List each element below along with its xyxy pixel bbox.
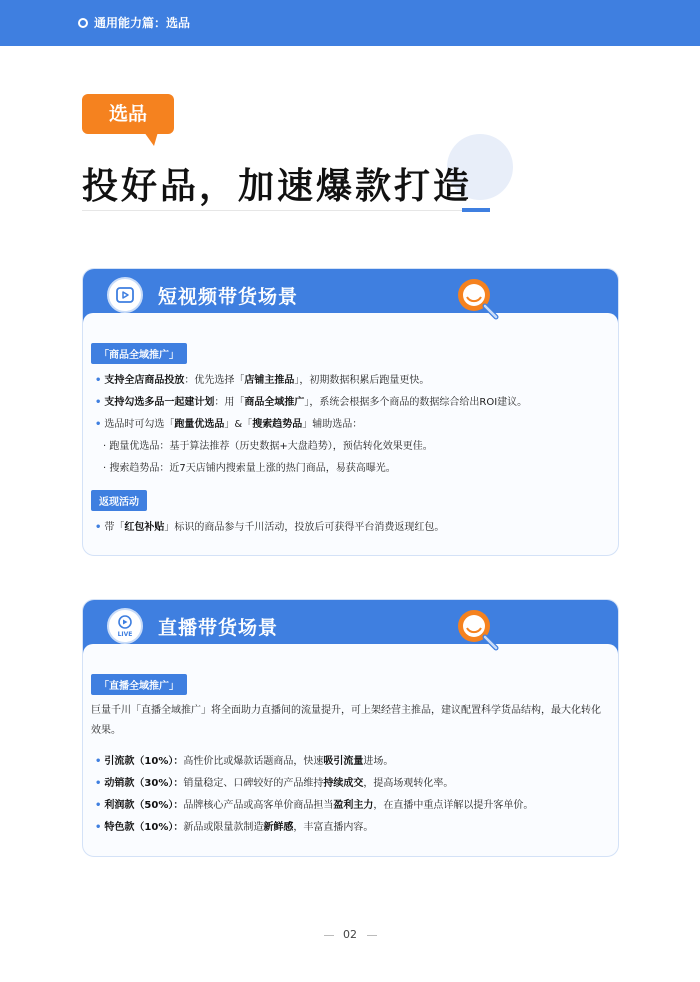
list-item: • 支持全店商品投放：优先选择「店铺主推品」，初期数据积累后跑量更快。 — [95, 375, 430, 386]
footer-dash-left — [324, 935, 334, 936]
section-tag: 选品 — [82, 94, 174, 134]
short-video-card — [82, 268, 619, 556]
title-accent-bar — [462, 208, 490, 212]
sub-list-item: · 搜索趋势品：近7天店铺内搜索量上涨的热门商品，易获高曝光。 — [103, 463, 396, 474]
list-item: • 动销款（30%）：销量稳定、口碑较好的产品维持持续成交，提高场观转化率。 — [95, 778, 454, 789]
page-number: 02 — [343, 928, 357, 941]
list-item: • 带「红包补贴」标识的商品参与千川活动，投放后可获得平台消费返现红包。 — [95, 522, 445, 533]
section-label-product-promo: 「商品全域推广」 — [91, 343, 187, 364]
section-label-live-promo: 「直播全域推广」 — [91, 674, 187, 695]
list-item: • 支持勾选多品一起建计划：用「商品全域推广」，系统会根据多个商品的数据综合给出ROI建议。 — [95, 397, 528, 408]
title-divider — [82, 210, 490, 211]
card-header — [83, 600, 618, 654]
live-stream-card — [82, 599, 619, 857]
live-intro-paragraph: 巨量千川「直播全域推广」将全面助力直播间的流量提升，可上架经营主推品，建议配置科学货品结构，最大化转化效果。 — [91, 705, 601, 736]
section-label-cashback: 返现活动 — [91, 490, 147, 511]
footer-dash-right — [367, 935, 377, 936]
play-icon — [107, 277, 143, 313]
sub-list-item: · 跑量优选品：基于算法推荐（历史数据+大盘趋势），预估转化效果更佳。 — [103, 441, 433, 452]
card1-cashback-list — [95, 517, 618, 539]
card1-bullet-list — [95, 370, 618, 436]
live-icon — [107, 608, 143, 644]
page-title: 投好品，加速爆款打造 — [82, 166, 473, 207]
card1-sub-list — [83, 436, 618, 480]
card2-bullet-list — [95, 751, 618, 839]
magnifier-icon — [454, 606, 506, 658]
list-item: • 特色款（10%）：新品或限量款制造新鲜感，丰富直播内容。 — [95, 822, 374, 833]
card-title: 短视频带货场景 — [158, 286, 299, 308]
breadcrumb — [78, 14, 190, 31]
list-item: • 利润款（50%）：品牌核心产品或高客单价商品担当盈利主力，在直播中重点详解以提升客单价。 — [95, 800, 534, 811]
svg-text:LIVE: LIVE — [117, 631, 133, 638]
circle-icon — [78, 18, 88, 28]
page-footer — [0, 928, 700, 941]
magnifier-icon — [454, 275, 506, 327]
card-header — [83, 269, 618, 323]
list-item: • 选品时可勾选「跑量优选品」&「搜索趋势品」辅助选品： — [95, 419, 363, 430]
list-item: • 引流款（10%）：高性价比或爆款话题商品，快速吸引流量进场。 — [95, 756, 394, 767]
card-title: 直播带货场景 — [158, 617, 279, 639]
breadcrumb-text: 通用能力篇：选品 — [94, 16, 191, 30]
top-bar — [0, 0, 700, 46]
